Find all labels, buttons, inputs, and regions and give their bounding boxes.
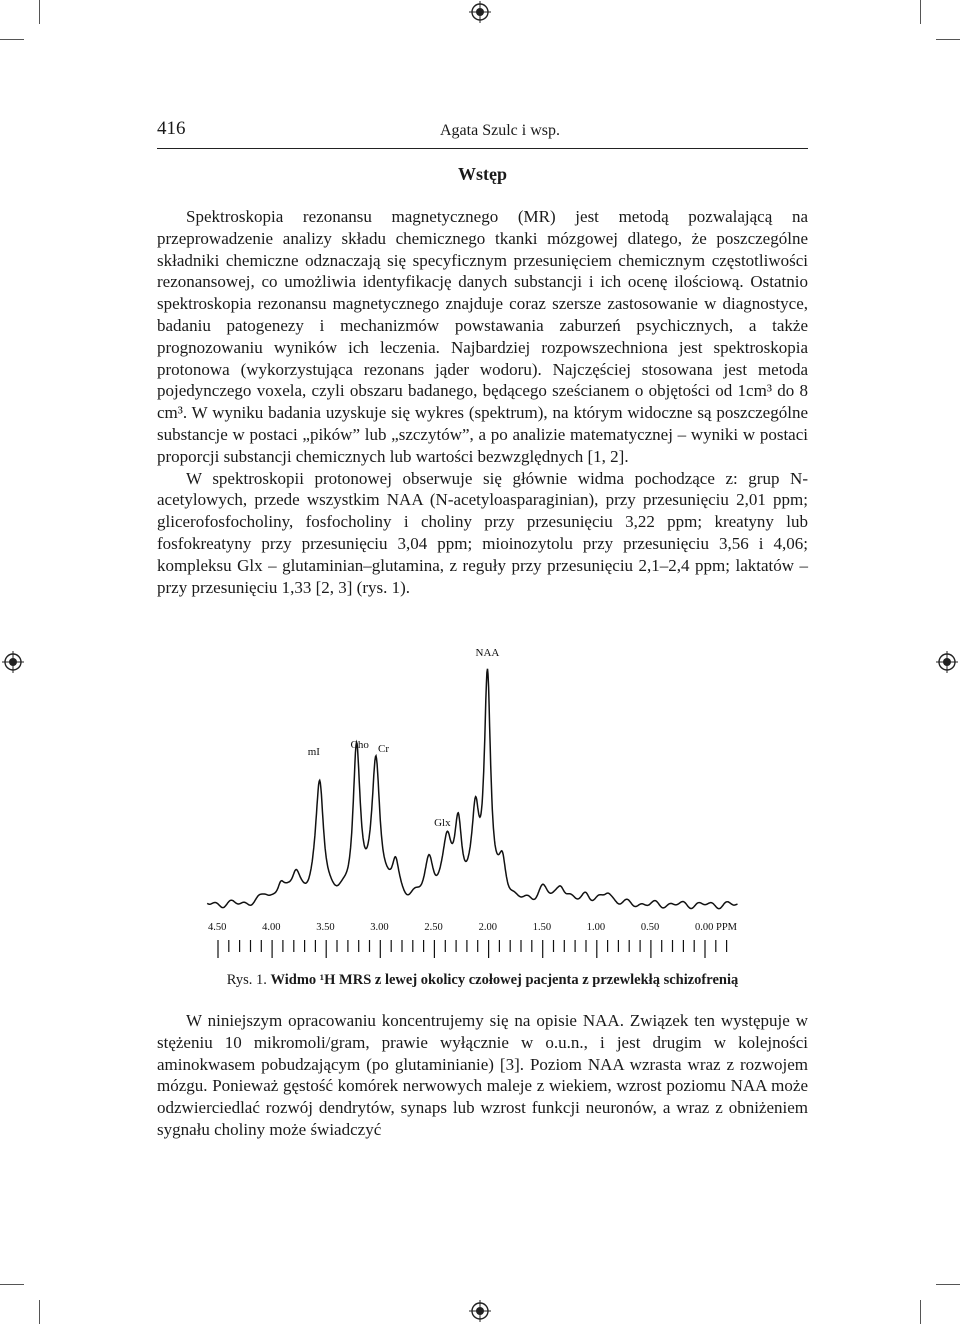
tick-label: 1.50 (532, 922, 552, 933)
crop-mark (936, 1284, 960, 1285)
page-number: 416 (157, 118, 186, 139)
registration-mark-icon (936, 651, 958, 673)
tick-label: 1.00 (586, 922, 606, 933)
crop-mark (920, 1300, 921, 1324)
crop-mark (936, 39, 960, 40)
peak-label: Cho (350, 739, 369, 751)
page-header (157, 112, 808, 149)
registration-mark-icon (469, 1300, 491, 1322)
crop-mark (0, 39, 24, 40)
registration-mark-icon (469, 1, 491, 23)
paragraph: W spektroskopii protonowej obserwuje się głównie widma pochodzące z: grup N-acetylowych, przede wszystkim NAA (N-acetyloasparaginian), przy przesunięciu 2,01 ppm; glicerofosfocholiny, fosfocholiny i choliny przy przesunięciu 3,22 ppm; kreatyny lub fosfokreatyny przy przesunięciu 3,04 ppm; mioinozytolu przy przesunięciu 3,56 i 4,06; kompleksu Glx – glutaminian–glutamina, z reguły przy przesunięciu 2,1–2,4 ppm; laktatów – przy przesunięciu 1,33 [2, 3] (rys. 1). (157, 468, 808, 597)
crop-mark (920, 0, 921, 24)
running-title: Agata Szulc i wsp. (440, 122, 560, 139)
tick-label: 0.50 (640, 922, 660, 933)
section-title: Wstęp (458, 164, 507, 184)
paragraph: W niniejszym opracowaniu koncentrujemy się na opisie NAA. Związek ten występuje w stężeniu 10 mikromoli/gram, prawie wyłącznie w o.u.n., i jest drugim w kolejności aminokwasem pobudzającym (po glutaminianie) [3]. Poziom NAA wzrasta wraz z rozwojem mózgu. Ponieważ gęstość komórek nerwowych maleje z wiekiem, wzrost poziomu NAA może odzwierciedlać rozwój dendrytów, synaps lub wzrost funkcji neuronów, a wraz z obniżeniem sygnału choliny może świadczyć (157, 1011, 808, 1139)
body-text-top (157, 206, 808, 598)
tick-label: 3.00 (370, 922, 389, 933)
tick-label: 4.50 (208, 922, 227, 933)
peak-label: Cr (378, 743, 389, 755)
figure-caption (157, 972, 808, 989)
tick-label: 4.00 (262, 922, 281, 933)
body-text-bottom (157, 1010, 808, 1141)
spectrum-line (207, 669, 737, 909)
caption-prefix: Rys. 1. (226, 972, 267, 988)
tick-label: 2.50 (424, 922, 443, 933)
crop-mark (39, 0, 40, 24)
mrs-spectrum-chart (190, 640, 790, 970)
crop-mark (0, 1284, 24, 1285)
paragraph: Spektroskopia rezonansu magnetycznego (MR) jest metodą pozwalającą na przeprowadzenie analizy składu chemicznego tkanki mózgowej dlatego, że poszczególne składniki chemiczne odznaczają się specyficznym przesunięciem chemicznym częstotliwości rezonansowej, co umożliwia identyfikację danych substancji i ich ocenę ilościową. Ostatnio spektroskopia rezonansu magnetycznego znajduje coraz szersze zastosowanie w diagnostyce, badaniu patogenezy i mechanizmów powstawania zaburzeń psychicznych, a także prognozowaniu wyników ich leczenia. Najbardziej rozpowszechniona jest spektroskopia protonowa (wykorzystująca rezonans jąder wodoru). Najczęściej stosowana jest metoda pojedynczego voxela, czyli obszaru badanego, będącego sześcianem o objętości od 1cm³ do 8 cm³. W wyniku badania uzyskuje się wykres (spektrum), na którym widoczne są poszczególne substancje w postaci „pików” lub „szczytów”, a po analizie matematycznej – wyniki w postaci proporcji substancji chemicznych lub wartości bezwzględnych [1, 2]. (157, 207, 808, 466)
registration-mark-icon (2, 651, 24, 673)
crop-mark (39, 1300, 40, 1324)
caption-text: Widmo ¹H MRS z lewej okolicy czołowej pacjenta z przewlekłą schizofrenią (270, 972, 739, 988)
peak-label: mI (307, 746, 320, 758)
peak-label: NAA (475, 647, 500, 659)
tick-label: 0.00 PPM (695, 922, 738, 933)
peak-label: Glx (434, 817, 451, 829)
tick-label: 2.00 (478, 922, 497, 933)
tick-label: 3.50 (316, 922, 335, 933)
